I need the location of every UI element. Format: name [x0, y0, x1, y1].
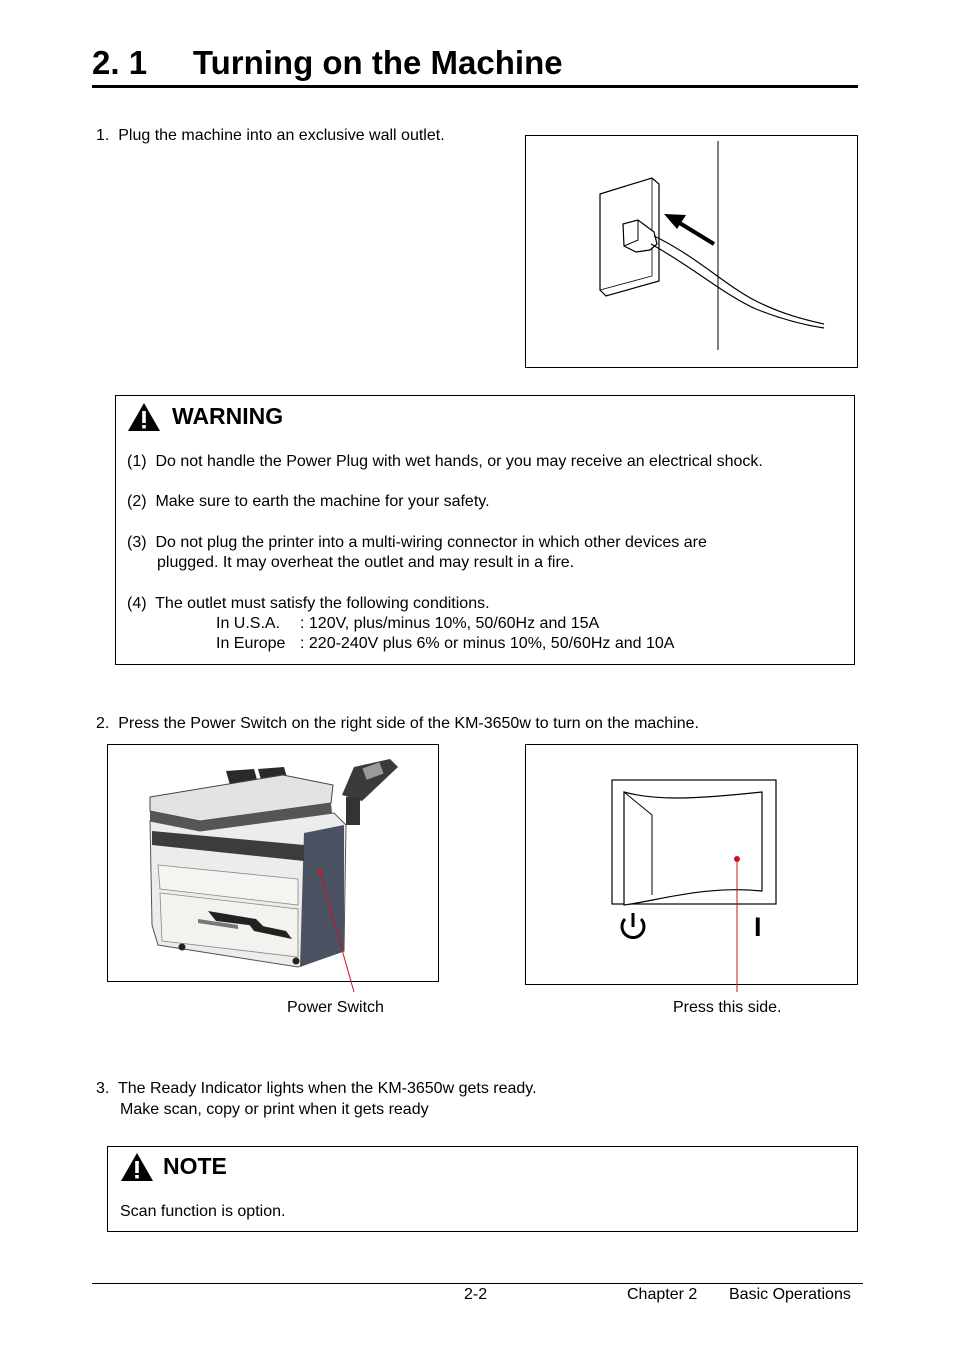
usa-label: In U.S.A. — [216, 615, 281, 632]
page-title: 2. 1 Turning on the Machine — [92, 44, 563, 81]
warning-item-2: (2) Make sure to earth the machine for your safety. — [127, 493, 490, 510]
note-text: Scan function is option. — [120, 1203, 286, 1220]
step-3-line-2: Make scan, copy or print when it gets ready — [120, 1101, 429, 1118]
note-heading: NOTE — [163, 1153, 227, 1179]
callout-lines — [300, 850, 750, 1000]
page-number: 2-2 — [464, 1286, 488, 1303]
footer-section: Basic Operations — [729, 1286, 851, 1303]
warning-triangle-icon — [127, 402, 161, 432]
switch-on-symbol: I — [754, 912, 762, 942]
step-1-text: 1. Plug the machine into an exclusive wall outlet. — [96, 127, 445, 144]
step-3-line-1: 3. The Ready Indicator lights when the KM-3650w gets ready. — [96, 1080, 537, 1097]
press-side-callout-dot — [734, 856, 740, 862]
power-switch-caption: Power Switch — [287, 999, 384, 1016]
warning-heading: WARNING — [172, 403, 284, 429]
title-rule — [92, 85, 858, 88]
power-switch-callout-line — [320, 872, 354, 992]
press-this-side-caption: Press this side. — [673, 999, 782, 1016]
power-switch-callout-dot — [318, 870, 323, 875]
warning-item-3-line-1: (3) Do not plug the printer into a multi-wiring connector in which other devices are — [127, 534, 707, 551]
warning-item-3-line-2: plugged. It may overheat the outlet and may result in a fire. — [157, 554, 575, 571]
footer-chapter: Chapter 2 — [627, 1286, 698, 1303]
plug-outlet-figure — [525, 135, 858, 368]
warning-item-1: (1) Do not handle the Power Plug with wet hands, or you may receive an electrical shock. — [127, 453, 763, 470]
usa-value: : 120V, plus/minus 10%, 50/60Hz and 15A — [300, 615, 600, 632]
europe-label: In Europe — [216, 635, 286, 652]
step-2-text: 2. Press the Power Switch on the right side of the KM-3650w to turn on the machine. — [96, 715, 699, 732]
footer-rule — [92, 1283, 863, 1284]
plug-outlet-illustration — [526, 136, 857, 367]
note-warning-triangle-icon — [120, 1152, 154, 1182]
warning-item-4: (4) The outlet must satisfy the following conditions. — [127, 595, 490, 612]
europe-value: : 220-240V plus 6% or minus 10%, 50/60Hz and 10A — [300, 635, 675, 652]
